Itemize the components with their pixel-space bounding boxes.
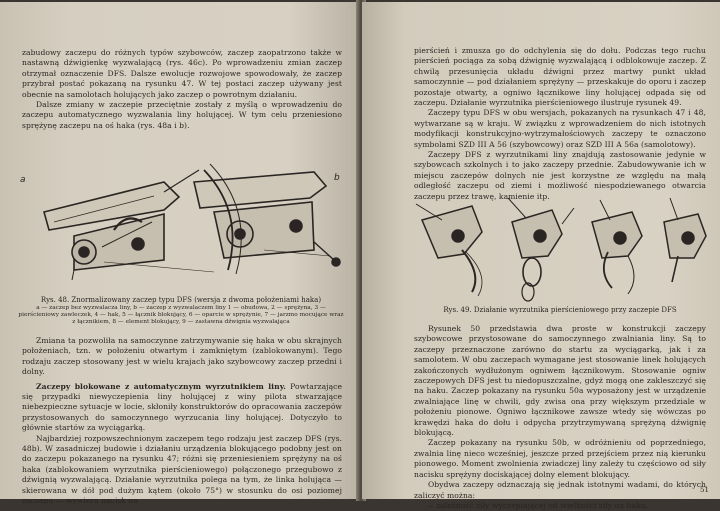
figure-49-drawing (402, 192, 712, 302)
caption-legend: a — zaczep bez wyzwalacza liny, b — zaczep z wyzwalaczem liny 1 — obudowa, 2 — sprężyna, 3 — pierścieniowy zawleczek, 4 — hak, 5 — łącznik blokujący, 6 — oparcie w sprężynie, 7 — jarzmo mocujące wraz z łącznikiem, 8 — element blokujący, 9 — zastawna dźwignia wyzwalająca (18, 304, 344, 325)
paragraph: Rysunek 50 przedstawia dwa proste w konstrukcji zaczepy szybowcowe przystosowane do samoczynnego zwalniania liny. Są to zaczepy przeznaczone zarówno do startu za wyciągarką, jak i za samolotem. W obu zaczepach wymagane jest stosowanie linek holujących zakończonych wydłużonym ogniwem łącznikowym. Stosowanie ogniw zaczepowych DFS jest tu niedopuszczalne, gdyż mogą one zakleszczyć się na haku. Zaczep pokazany na rysunku 50a wyposażony jest w urządzenie zwalniające linę w chwili, gdy zwisa ona przy większym przedziale w położeniu pionowe. Ogniwo łącznikowe zawsze wtedy się wówczas po krawędzi haka do dołu i odpycha przytrzymywaną sprężyną dźwignię blokującą. (414, 324, 706, 438)
section-heading: Zaczepy blokowane z automatycznym wyrzutnikiem liny. (36, 381, 286, 391)
hook-mechanism-b (194, 164, 340, 274)
paragraph: Dalsze zmiany w zaczepie przeciętnie zostały z myślą o wprowadzeniu do zaczepu automatycznego wyzwalania liny holującej. W tym celu przeniesiono sprężynę zaczepu na oś haka (rys. 48a i b). (22, 100, 342, 130)
caption-title: Rys. 48. Znormalizowany zaczep typu DFS (wersja z dwoma położeniami haka) (40, 296, 322, 304)
figure-49-caption (414, 306, 706, 315)
paragraph: pierścień i zmusza go do odchylenia się do dołu. Podczas tego ruchu pierścień pociąga za sobą dźwignię wyzwalającą i odblokowuje zaczep. Z chwilą przesunięcia układu dźwigni przez martwy punkt układ samoczynnie — pod działaniem sprężyny — przeskakuje do oporu i zaczep pozostaje otwarty, a ogniwo łącznikowe liny holującej odpada się od zaczepu. Działanie wyrzutnika pierścieniowego ilustruje rysunek 49. (414, 46, 706, 108)
paragraph: Zaczepy DFS z wyrzutnikami liny znajdują zastosowanie jedynie w szybowcach szkolnych i to jako zaczepy przednie. Zabudowywanie ich w miejscu zaczepów dolnych nie jest korzystne ze względu na małą odległość zaczepu od ziemi i możliwość niespodziewanego otwarcia zaczepu przez trawę, kamienie itp. (414, 150, 706, 201)
figure-label-b: b (334, 173, 340, 183)
paragraph: zabudowy zaczepu do różnych typów szybowców, zaczep zaopatrzono także w nastawną dźwigienkę wyzwalającą (rys. 46c). Po wprowadzeniu zmian zaczep otrzymał oznaczenie DFS. Dalsze ewolucje rozwojowe spowodowały, że zaczep przybrał postać pokazaną na rysunku 47. W tej postaci zaczep używany jest obecnie na samolotach holujących jako zaczep o powrotnym działaniu. (22, 48, 342, 99)
paragraph: Zmiana ta pozwoliła na samoczynne zatrzymywanie się haka w obu skrajnych położeniach, tzn. w położeniu otwartym i zamkniętym (zablokowanym). Tego rodzaju zaczep stosowany jest w wielu krajach jako szybowcowy zaczep przedni i dolny. (22, 336, 342, 377)
left-top-text (22, 48, 342, 131)
right-top-text (414, 46, 706, 202)
paragraph: Zaczepy typu DFS w obu wersjach, pokazanych na rysunkach 47 i 48, wytwarzane są w kraju. W związku z wprowadzeniem do nich istotnych modyfikacji konstrukcyjno-wytrzymałościowych zaczepy te oznaczono symbolami SZD III A 56 (szybowcowy) oraz SZD III A 56a (samolotowy). (414, 108, 706, 149)
figure-label-a: a (20, 175, 26, 185)
caption-title: Rys. 49. Działanie wyrzutnika pierścieniowego przy zaczepie DFS (443, 306, 677, 314)
page-number: 51 (700, 486, 709, 494)
right-bottom-text (414, 324, 706, 511)
paragraph: Zaczep pokazany na rysunku 50b, w odróżnieniu od poprzedniego, zwalnia linę nieco wcześniej, jeszcze przed przejściem przez nią kierunku pionowego. Moment zwolnienia zwiadczej liny zależy tu częściowo od siły nacisku sprężyny dociskającej dolny element blokujący. (414, 438, 706, 479)
left-page (0, 2, 360, 506)
paragraph: Najbardziej rozpowszechnionym zaczepem tego rodzaju jest zaczep DFS (rys. 48b). W zasadniczej budowie i działaniu urządzenia blokującego podobny jest on do zaczepu pokazanego na rysunku 47; różni się przeniesieniem sprężyny na oś haka (zablokowaniem wyrzutnika pierścieniowego) połączonego przegubowo z dźwignią wyzwalającą. Działanie wyrzutnika polega na tym, że linka holująca — skierowana w dół pod dużym kątem (około 75°) w stosunku do osi poziomej zaczepu — wywiera nacisk na (22, 433, 342, 506)
hook-sequence (416, 198, 706, 301)
left-bottom-text (22, 336, 342, 507)
list-item: — zależność siły wyczepiającej od wielkości siły na haku. (426, 500, 649, 510)
figure-48-caption (18, 296, 344, 326)
paragraph: Obydwa zaczepy odznaczają się jednak istotnymi wadami, do których zaliczyć można: (414, 480, 706, 500)
figure-48-drawing (14, 152, 350, 292)
hook-mechanism-a (44, 170, 214, 280)
section-paragraph (22, 382, 342, 434)
right-page (362, 2, 720, 510)
section-paragraph-body: Powtarzające się przypadki niewyczepienia liny holującej z winy pilota stwarzające niebezpieczne sytuacje w locie, skłoniły konstruktorów do opracowania zaczepów przystosowanych do samoczynnego wyrzucania liny holującej. Dotyczyło to głównie startów za wyciągarką. (22, 381, 342, 433)
